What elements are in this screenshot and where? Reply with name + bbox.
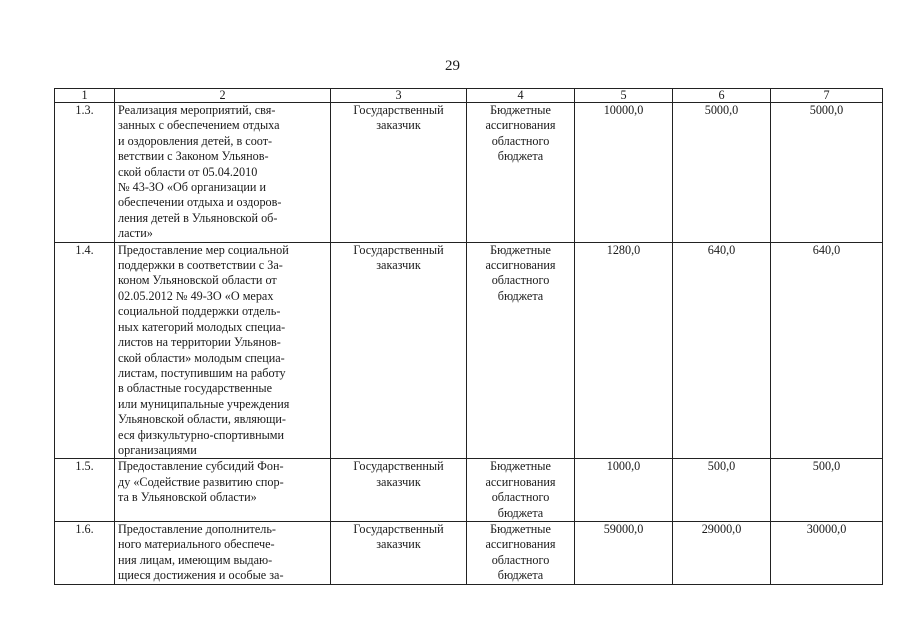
funding-source-line: областного [491, 273, 550, 288]
table-row [55, 459, 883, 522]
measure-description-line: в областные государственные [118, 381, 273, 396]
funding-source [467, 103, 575, 243]
measure-description-line: листам, поступившим на работу [118, 365, 286, 380]
column-header: 1 [55, 89, 115, 103]
measure-description-line: еся физкультурно-спортивными [118, 427, 285, 442]
column-header: 5 [575, 89, 673, 103]
state-customer-line: заказчик [376, 474, 421, 489]
measure-description-line: Ульяновской области, являющи- [118, 412, 286, 427]
table-row [55, 521, 883, 584]
measure-description-line: или муниципальные учреждения [118, 396, 290, 411]
measure-description-line: ного материального обеспече- [118, 537, 275, 552]
measure-description-line: Реализация мероприятий, свя- [118, 103, 276, 117]
amount-col7: 640,0 [771, 242, 883, 459]
amount-col6: 640,0 [673, 242, 771, 459]
measure-description-line: коном Ульяновской области от [118, 273, 277, 288]
measure-description-line: обеспечении отдыха и оздоров- [118, 195, 282, 210]
measure-description-line: ния лицам, имеющим выдаю- [118, 552, 273, 567]
column-header: 7 [771, 89, 883, 103]
measure-description-line: та в Ульяновской области» [118, 490, 257, 505]
amount-col6: 5000,0 [673, 103, 771, 243]
funding-source-line: ассигнования [485, 118, 556, 133]
measure-description-line: ду «Содействие развитию спор- [118, 474, 284, 489]
measure-description-line: поддержки в соответствии с За- [118, 258, 283, 273]
amount-col6: 500,0 [673, 459, 771, 522]
measure-description-line: ления детей в Ульяновской об- [118, 210, 278, 225]
measure-description-line: ской области» молодым специа- [118, 350, 285, 365]
state-customer [331, 242, 467, 459]
funding-source-line: Бюджетные [490, 459, 551, 474]
measure-description-line: ветствии с Законом Ульянов- [118, 149, 269, 164]
column-header: 4 [467, 89, 575, 103]
funding-source-line: Бюджетные [490, 242, 551, 257]
measure-description-line: № 43-ЗО «Об организации и [118, 180, 267, 195]
state-customer [331, 103, 467, 243]
amount-col6: 29000,0 [673, 521, 771, 584]
measure-description-line: занных с обеспечением отдыха [118, 118, 280, 133]
measure-description-line: и оздоровления детей, в соот- [118, 133, 273, 148]
funding-source-line: бюджета [497, 288, 544, 303]
funding-source [467, 459, 575, 522]
measure-description-line: листов на территории Ульянов- [118, 335, 281, 350]
row-number: 1.4. [55, 242, 115, 459]
measure-description-line: щиеся достижения и особые за- [118, 568, 284, 583]
funding-source-line: областного [491, 133, 550, 148]
state-customer-line: Государственный [353, 242, 444, 257]
amount-col5: 1280,0 [575, 242, 673, 459]
measure-description-line: Предоставление дополнитель- [118, 521, 276, 536]
amount-col5: 59000,0 [575, 521, 673, 584]
table-row [55, 242, 883, 459]
measure-description-line: 02.05.2012 № 49-ЗО «О мерах [118, 288, 274, 303]
measure-description [115, 459, 331, 522]
funding-source-line: бюджета [497, 505, 544, 520]
measure-description-line: организациями [118, 442, 197, 457]
funding-source-line: бюджета [497, 568, 544, 583]
table-header-row [55, 89, 883, 103]
column-header: 6 [673, 89, 771, 103]
amount-col7: 5000,0 [771, 103, 883, 243]
state-customer [331, 459, 467, 522]
state-customer-line: Государственный [353, 459, 444, 474]
measure-description [115, 521, 331, 584]
page-number: 29 [445, 58, 460, 74]
state-customer-line: заказчик [376, 118, 421, 133]
row-number: 1.3. [55, 103, 115, 243]
state-customer-line: заказчик [376, 537, 421, 552]
amount-col5: 10000,0 [575, 103, 673, 243]
row-number: 1.6. [55, 521, 115, 584]
budget-table [54, 88, 883, 585]
table-row [55, 103, 883, 243]
measure-description-line: ных категорий молодых специа- [118, 319, 286, 334]
funding-source-line: ассигнования [485, 258, 556, 273]
funding-source [467, 242, 575, 459]
funding-source-line: областного [491, 552, 550, 567]
column-header: 3 [331, 89, 467, 103]
funding-source-line: ассигнования [485, 474, 556, 489]
measure-description-line: ской области от 05.04.2010 [118, 164, 258, 179]
state-customer [331, 521, 467, 584]
state-customer-line: Государственный [353, 521, 444, 536]
measure-description-line: ласти» [118, 226, 153, 241]
funding-source-line: Бюджетные [490, 521, 551, 536]
measure-description-line: Предоставление субсидий Фон- [118, 459, 284, 474]
measure-description-line: Предоставление мер социальной [118, 242, 289, 257]
measure-description [115, 103, 331, 243]
funding-source-line: бюджета [497, 149, 544, 164]
funding-source [467, 521, 575, 584]
measure-description [115, 242, 331, 459]
amount-col7: 500,0 [771, 459, 883, 522]
state-customer-line: заказчик [376, 258, 421, 273]
funding-source-line: Бюджетные [490, 103, 551, 117]
funding-source-line: ассигнования [485, 537, 556, 552]
amount-col7: 30000,0 [771, 521, 883, 584]
column-header: 2 [115, 89, 331, 103]
amount-col5: 1000,0 [575, 459, 673, 522]
funding-source-line: областного [491, 490, 550, 505]
row-number: 1.5. [55, 459, 115, 522]
measure-description-line: социальной поддержки отдель- [118, 304, 281, 319]
state-customer-line: Государственный [353, 103, 444, 117]
